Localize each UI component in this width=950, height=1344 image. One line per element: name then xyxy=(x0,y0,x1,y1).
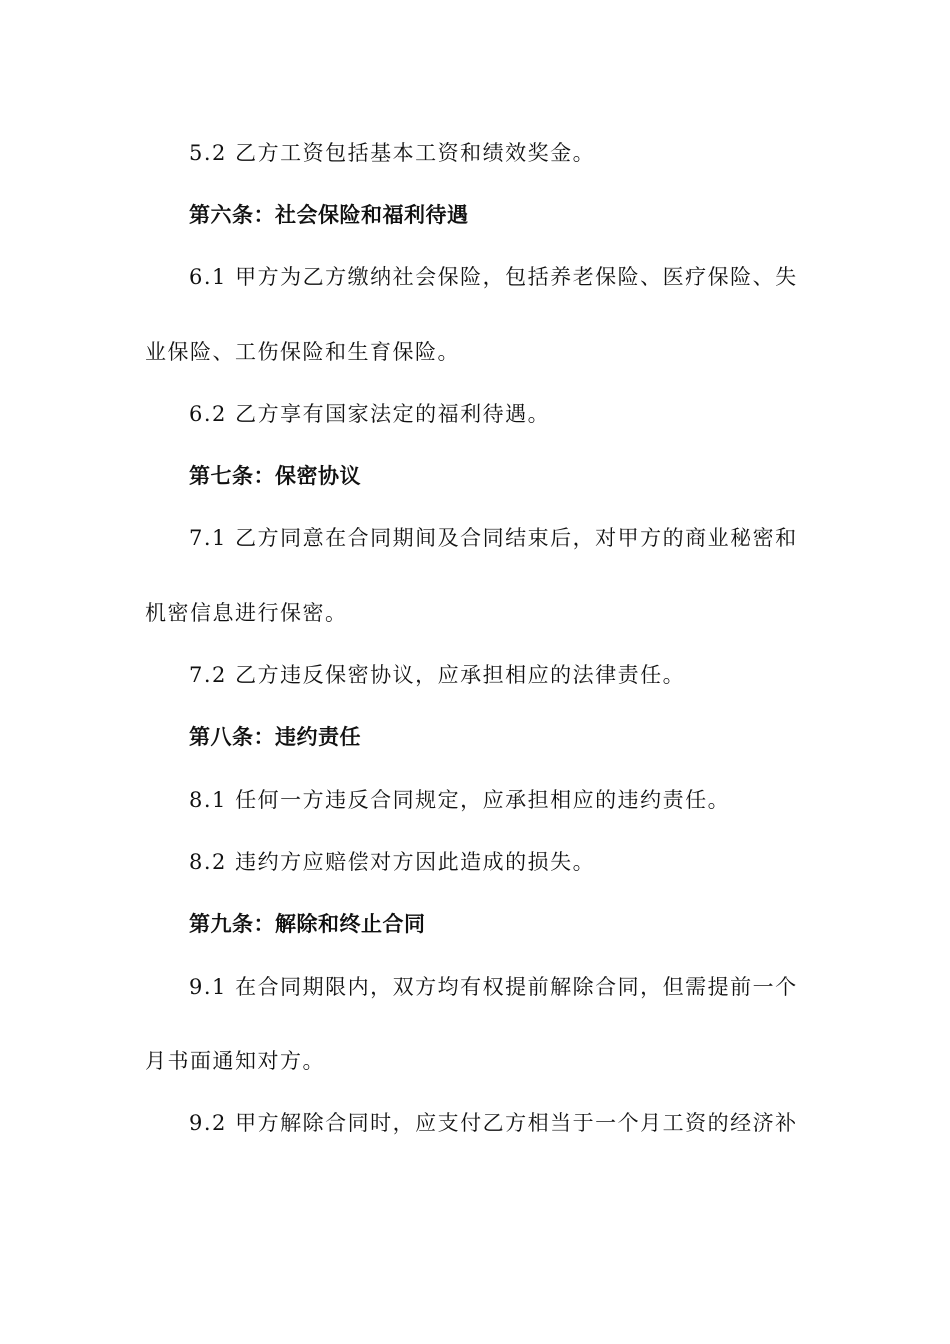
clause-8-1: 8.1 任何一方违反合同规定，应承担相应的违约责任。 xyxy=(189,788,731,812)
clause-9-2-line-1: 9.2 甲方解除合同时，应支付乙方相当于一个月工资的经济补 xyxy=(189,1111,798,1135)
clause-6-1-line-2: 业保险、工伤保险和生育保险。 xyxy=(145,340,460,364)
clause-7-1-line-1: 7.1 乙方同意在合同期间及合同结束后，对甲方的商业秘密和 xyxy=(189,526,798,550)
article-6-heading: 第六条：社会保险和福利待遇 xyxy=(189,203,469,227)
clause-8-2: 8.2 违约方应赔偿对方因此造成的损失。 xyxy=(189,850,596,874)
clause-6-1-line-1: 6.1 甲方为乙方缴纳社会保险，包括养老保险、医疗保险、失 xyxy=(189,265,798,289)
article-9-heading: 第九条：解除和终止合同 xyxy=(189,912,426,936)
article-7-heading: 第七条：保密协议 xyxy=(189,464,361,488)
clause-7-1-line-2: 机密信息进行保密。 xyxy=(145,601,348,625)
article-8-heading: 第八条：违约责任 xyxy=(189,725,361,749)
clause-9-1-line-1: 9.1 在合同期限内，双方均有权提前解除合同，但需提前一个 xyxy=(189,975,798,999)
clause-7-2: 7.2 乙方违反保密协议，应承担相应的法律责任。 xyxy=(189,663,686,687)
clause-6-2: 6.2 乙方享有国家法定的福利待遇。 xyxy=(189,402,551,426)
clause-9-1-line-2: 月书面通知对方。 xyxy=(145,1049,325,1073)
clause-5-2: 5.2 乙方工资包括基本工资和绩效奖金。 xyxy=(189,141,596,165)
